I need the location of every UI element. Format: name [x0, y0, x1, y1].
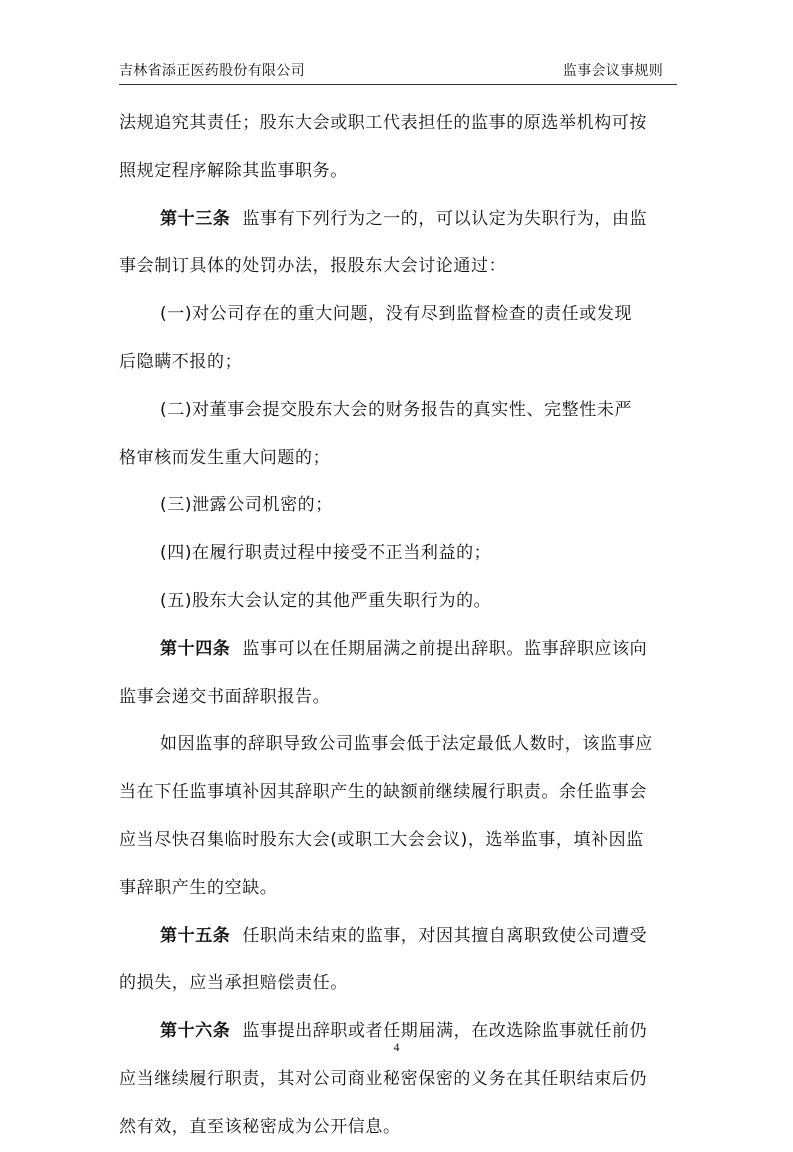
- article-15-line: [119, 913, 679, 961]
- text-line: 的损失，应当承担赔偿责任。: [119, 973, 348, 994]
- paragraph-line: 如因监事的辞职导致公司监事会低于法定最低人数时，该监事应: [160, 734, 653, 755]
- article-text: 监事有下列行为之一的，可以认定为失职行为，由监: [242, 208, 648, 229]
- text-line: 事会制订具体的处罚办法，报股东大会讨论通过：: [119, 256, 507, 277]
- text-line: 格审核而发生重大问题的；: [119, 447, 331, 468]
- article-text: 任职尚未结束的监事，对因其擅自离职致使公司遭受: [242, 925, 648, 946]
- text-line: 照规定程序解除其监事职务。: [119, 160, 348, 181]
- list-item-line: (一)对公司存在的重大问题，没有尽到监督检查的责任或发现: [160, 304, 633, 325]
- text-line: 当在下任监事填补因其辞职产生的缺额前继续履行职责。余任监事会: [119, 782, 647, 803]
- article-number: 第十六条: [160, 1021, 231, 1042]
- text-line: 事辞职产生的空缺。: [119, 877, 278, 898]
- list-item-line: (四)在履行职责过程中接受不正当利益的；: [160, 543, 492, 564]
- text-line: 应当继续履行职责，其对公司商业秘密保密的义务在其任职结束后仍: [119, 1068, 647, 1089]
- header-company-name: 吉林省添正医药股份有限公司: [119, 63, 305, 79]
- article-13-line: [119, 196, 679, 244]
- article-text: 监事提出辞职或者任期届满，在改选除监事就任前仍: [242, 1021, 648, 1042]
- article-14-line: [119, 626, 679, 674]
- text-line: 法规追究其责任；股东大会或职工代表担任的监事的原选举机构可按: [119, 113, 647, 133]
- list-item-line: (五)股东大会认定的其他严重失职行为的。: [160, 590, 492, 611]
- text-line: 应当尽快召集临时股东大会(或职工大会会议)，选举监事，填补因监: [119, 829, 644, 850]
- text-line: 监事会递交书面辞职报告。: [119, 686, 331, 707]
- page-number: 4: [393, 1040, 400, 1054]
- article-number: 第十三条: [160, 208, 231, 229]
- text-line: 然有效，直至该秘密成为公开信息。: [119, 1116, 401, 1137]
- header-document-title: 监事会议事规则: [562, 63, 663, 79]
- article-number: 第十四条: [160, 638, 231, 659]
- page-body: [119, 100, 679, 1152]
- list-item-line: (三)泄露公司机密的；: [160, 495, 333, 516]
- text-line: 后隐瞒不报的；: [119, 351, 243, 372]
- article-text: 监事可以在任期届满之前提出辞职。监事辞职应该向: [242, 638, 648, 659]
- page-header: [119, 58, 677, 85]
- list-item-line: (二)对董事会提交股东大会的财务报告的真实性、完整性未严: [160, 399, 633, 420]
- article-number: 第十五条: [160, 925, 231, 946]
